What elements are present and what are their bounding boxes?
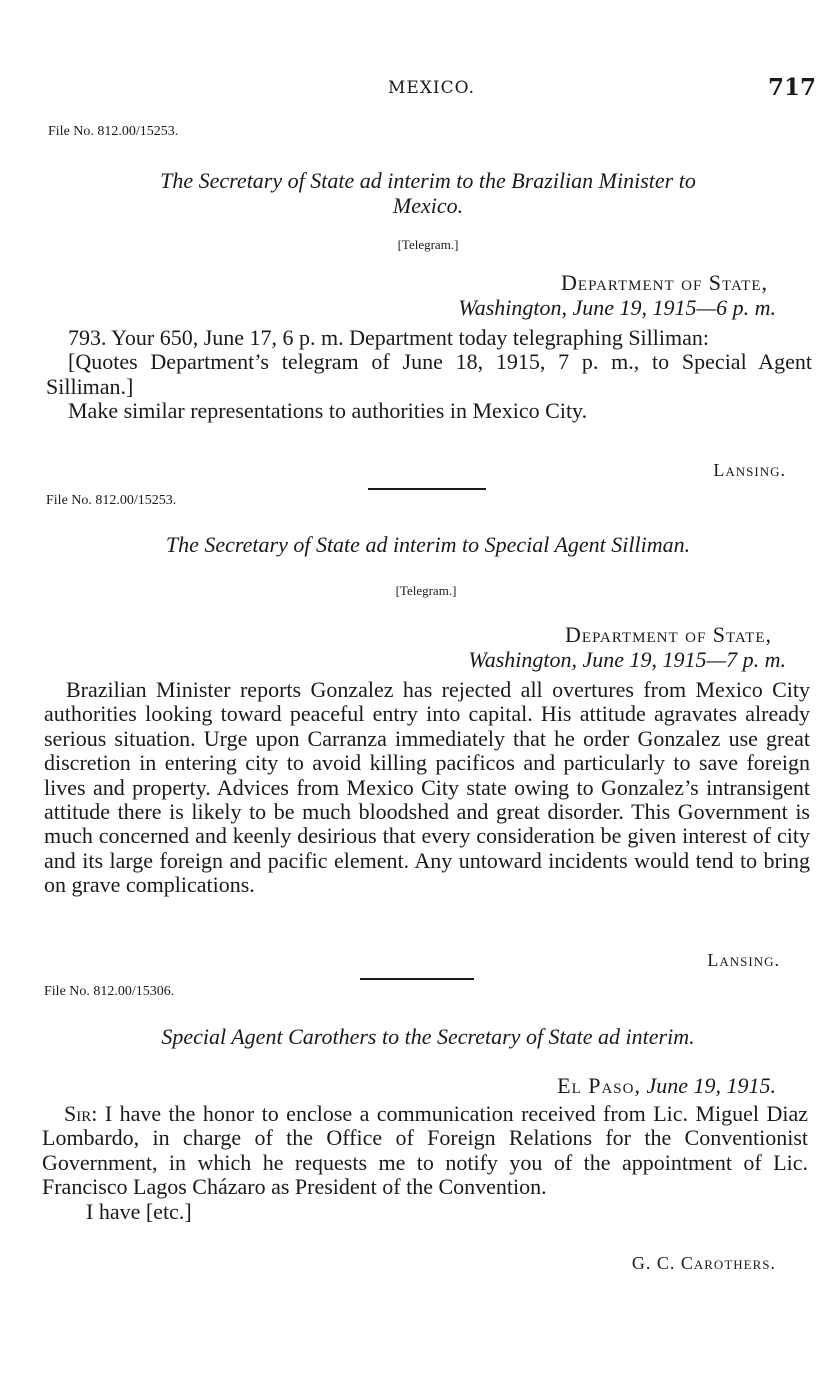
dateline-place: Department of State, xyxy=(561,270,768,295)
document-title xyxy=(40,532,816,557)
dateline-place: Department of State, xyxy=(565,622,772,647)
dateline-place: El Paso, xyxy=(557,1073,641,1098)
dateline-date: June 19, 1915. xyxy=(646,1073,776,1098)
telegram-label: [Telegram.] xyxy=(397,237,459,252)
document-title xyxy=(40,1024,816,1049)
file-number: File No. 812.00/15253. xyxy=(48,124,179,139)
telegram-label: [Telegram.] xyxy=(395,583,457,598)
signature: Lansing. xyxy=(707,950,780,970)
document-title-line: The Secretary of State ad interim to Special Agent Silliman. xyxy=(165,532,691,557)
paragraph: Brazilian Minister reports Gonzalez has rejected all overtures from Mexico City authorities looking toward peaceful entry into capital. His attitude agravates already serious situation. Urge upon Carranza immediately that he order Gonzalez use great discretion in entering city to avoid killing pacificos and particularly to save foreign lives and property. Advices from Mexico City state owing to Gonzalez’s intransigent attitude there is likely to be much bloodshed and great disorder. This Government is much concerned and keenly desirious that every consideration be given interest of city and its large foreign and pacific element. Any untoward incidents would tend to bring on grave complications. xyxy=(44,677,810,898)
document-body xyxy=(44,678,810,898)
paragraph xyxy=(42,1102,808,1200)
separator-rule xyxy=(368,488,486,490)
dateline xyxy=(176,270,776,320)
dateline-date: Washington, June 19, 1915—6 p. m. xyxy=(458,295,776,320)
file-number: File No. 812.00/15306. xyxy=(44,984,175,999)
document-title-line: Special Agent Carothers to the Secretary of State ad interim. xyxy=(161,1024,695,1049)
dateline xyxy=(186,622,786,672)
paragraph: [Quotes Department’s telegram of June 18, 1915, 7 p. m., to Special Agent Silliman.] xyxy=(46,349,812,399)
paragraph-text: I have the honor to enclose a communication received from Lic. Miguel Diaz Lombardo, in charge of the Office of Foreign Relations for the Conventionist Government, in which he requests me to notify you of the appointment of Lic. Francisco Lagos Cházaro as President of the Convention. xyxy=(42,1101,809,1200)
salutation: Sir: xyxy=(64,1101,98,1126)
paragraph: 793. Your 650, June 17, 6 p. m. Department today telegraphing Silliman: xyxy=(68,325,709,350)
document-body xyxy=(42,1102,808,1224)
page-number: 717 xyxy=(767,74,816,101)
running-head xyxy=(0,74,816,108)
file-number: File No. 812.00/15253. xyxy=(46,493,177,508)
document-body xyxy=(46,326,812,424)
document-title xyxy=(40,168,816,218)
signature: Lansing. xyxy=(713,460,786,480)
document-title-line: Mexico. xyxy=(392,193,464,218)
document-title-line: The Secretary of State ad interim to the Brazilian Minister to xyxy=(160,168,696,193)
paragraph: Make similar representations to authorities in Mexico City. xyxy=(68,398,588,424)
running-title: MEXICO. xyxy=(388,78,475,98)
paragraph: I have [etc.] xyxy=(86,1198,192,1224)
dateline xyxy=(176,1073,776,1098)
dateline-date: Washington, June 19, 1915—7 p. m. xyxy=(468,647,786,672)
separator-rule xyxy=(360,978,474,980)
signature: G. C. Carothers. xyxy=(631,1253,776,1273)
